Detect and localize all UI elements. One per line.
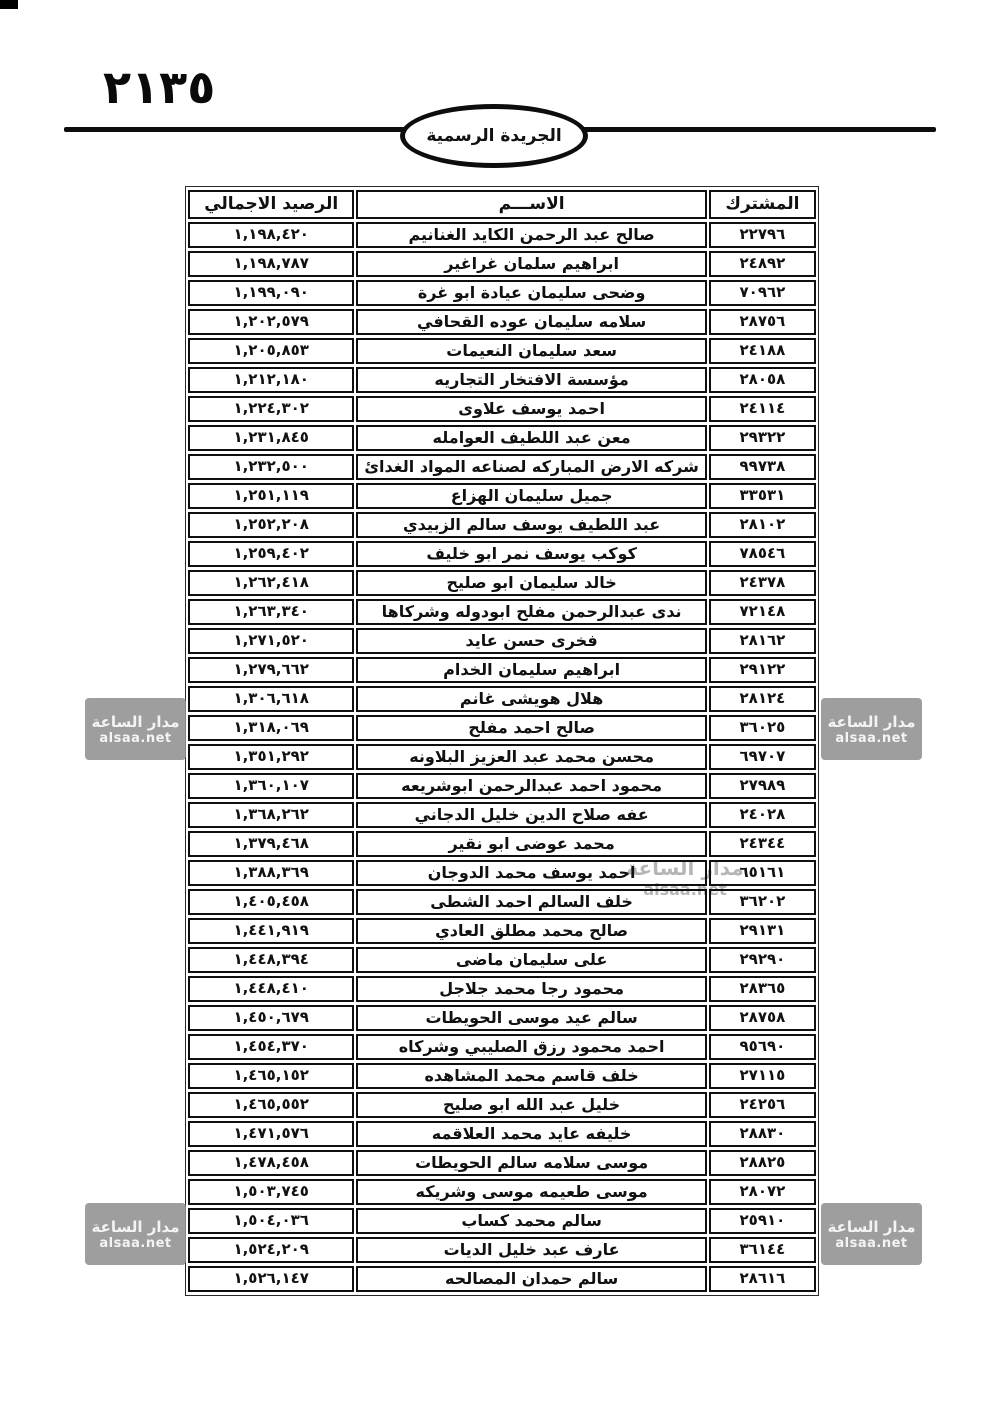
subscriber-cell: ٩٩٧٣٨: [709, 454, 816, 480]
table-row: [188, 1063, 816, 1089]
balance-cell: ١,٢٦٣,٣٤٠: [188, 599, 354, 625]
watermark-text: مدار الساعة: [827, 712, 916, 731]
subscriber-cell: ٢٤١٨٨: [709, 338, 816, 364]
balance-cell: ١,٢٧٩,٦٦٢: [188, 657, 354, 683]
table-row: [188, 1237, 816, 1263]
watermark-text: مدار الساعة: [91, 1217, 180, 1236]
balance-cell: ١,٤٦٥,١٥٢: [188, 1063, 354, 1089]
watermark-url: alsaa.net: [835, 1235, 908, 1251]
header-subscriber: المشترك: [709, 190, 816, 219]
subscriber-cell: ٢٩١٣١: [709, 918, 816, 944]
masthead-title: الجريدة الرسمية: [426, 126, 562, 146]
table-row: [188, 686, 816, 712]
name-cell: محمد عوضى ابو نقير: [356, 831, 706, 857]
name-cell: محمود احمد عبدالرحمن ابوشريعه: [356, 773, 706, 799]
balance-cell: ١,٥٠٣,٧٤٥: [188, 1179, 354, 1205]
subscriber-cell: ٢٩١٢٢: [709, 657, 816, 683]
subscribers-table: [185, 186, 819, 1296]
table-row: [188, 773, 816, 799]
name-cell: احمد محمود رزق الصليبي وشركاه: [356, 1034, 706, 1060]
name-cell: محمود رجا محمد جلاجل: [356, 976, 706, 1002]
table-row: [188, 425, 816, 451]
subscriber-cell: ٣٦١٤٤: [709, 1237, 816, 1263]
watermark-text: مدار الساعة: [626, 855, 744, 880]
table-row: [188, 599, 816, 625]
balance-cell: ١,٤٤٨,٣٩٤: [188, 947, 354, 973]
subscriber-cell: ٢٤٠٢٨: [709, 802, 816, 828]
name-cell: خالد سليمان ابو صليح: [356, 570, 706, 596]
balance-cell: ١,٤٠٥,٤٥٨: [188, 889, 354, 915]
balance-cell: ١,٥٢٤,٢٠٩: [188, 1237, 354, 1263]
table-row: [188, 1034, 816, 1060]
table-row: [188, 396, 816, 422]
table-row: [188, 918, 816, 944]
balance-cell: ١,٢٧١,٥٢٠: [188, 628, 354, 654]
balance-cell: ١,٣٨٨,٣٦٩: [188, 860, 354, 886]
subscriber-cell: ٢٥٩١٠: [709, 1208, 816, 1234]
balance-cell: ١,٤٦٥,٥٥٢: [188, 1092, 354, 1118]
table-row: [188, 976, 816, 1002]
balance-cell: ١,٢٠٥,٨٥٣: [188, 338, 354, 364]
balance-cell: ١,٢٥٩,٤٠٢: [188, 541, 354, 567]
table-row: [188, 1121, 816, 1147]
subscriber-cell: ٢٨٧٥٨: [709, 1005, 816, 1031]
subscriber-cell: ٧٨٥٤٦: [709, 541, 816, 567]
watermark-text: مدار الساعة: [91, 712, 180, 731]
balance-cell: ١,٤٥٠,٦٧٩: [188, 1005, 354, 1031]
subscriber-cell: ٢٢٧٩٦: [709, 222, 816, 248]
subscriber-cell: ٢٧٩٨٩: [709, 773, 816, 799]
watermark-right-upper: [821, 698, 922, 760]
table-row: [188, 1266, 816, 1292]
subscriber-cell: ٢٤٣٤٤: [709, 831, 816, 857]
balance-cell: ١,١٩٨,٤٢٠: [188, 222, 354, 248]
name-cell: سعد سليمان النعيمات: [356, 338, 706, 364]
table-header-row: [188, 190, 816, 219]
balance-cell: ١,٤٥٤,٣٧٠: [188, 1034, 354, 1060]
header-balance: الرصيد الاجمالي: [188, 190, 354, 219]
table-row: [188, 483, 816, 509]
name-cell: موسى سلامه سالم الحويطات: [356, 1150, 706, 1176]
balance-cell: ١,٢٠٢,٥٧٩: [188, 309, 354, 335]
balance-cell: ١,٥٢٦,١٤٧: [188, 1266, 354, 1292]
name-cell: معن عبد اللطيف العوامله: [356, 425, 706, 451]
name-cell: خليل عبد الله ابو صليح: [356, 1092, 706, 1118]
balance-cell: ١,٤٤٨,٤١٠: [188, 976, 354, 1002]
table-row: [188, 657, 816, 683]
table-row: [188, 570, 816, 596]
name-cell: سالم عيد موسى الحويطات: [356, 1005, 706, 1031]
watermark-url: alsaa.net: [99, 1235, 172, 1251]
watermark-left-lower: [85, 1203, 186, 1265]
name-cell: هلال هويشى غانم: [356, 686, 706, 712]
subscriber-cell: ٢٨٠٧٢: [709, 1179, 816, 1205]
balance-cell: ١,٢١٢,١٨٠: [188, 367, 354, 393]
table-row: [188, 309, 816, 335]
balance-cell: ١,٥٠٤,٠٣٦: [188, 1208, 354, 1234]
name-cell: خليفه عايد محمد العلاقمه: [356, 1121, 706, 1147]
name-cell: ابراهيم سلمان غراغير: [356, 251, 706, 277]
name-cell: احمد يوسف محمد الدوجان: [356, 860, 706, 886]
scan-artifact: [0, 0, 18, 9]
table-row: [188, 889, 816, 915]
subscriber-cell: ٦٥١٦١: [709, 860, 816, 886]
masthead-oval: [400, 104, 588, 168]
balance-cell: ١,٢٥٢,٢٠٨: [188, 512, 354, 538]
table-row: [188, 1150, 816, 1176]
subscriber-cell: ٣٣٥٣١: [709, 483, 816, 509]
subscriber-cell: ٢٤١١٤: [709, 396, 816, 422]
subscriber-cell: ٣٦٢٠٢: [709, 889, 816, 915]
name-cell: مؤسسة الافتخار التجاريه: [356, 367, 706, 393]
subscriber-cell: ٢٨١٦٢: [709, 628, 816, 654]
name-cell: وضحى سليمان عيادة ابو غرة: [356, 280, 706, 306]
balance-cell: ١,٢٦٢,٤١٨: [188, 570, 354, 596]
subscriber-cell: ٢٧١١٥: [709, 1063, 816, 1089]
subscriber-cell: ٢٨٦١٦: [709, 1266, 816, 1292]
name-cell: موسى طعيمه موسى وشريكه: [356, 1179, 706, 1205]
name-cell: صالح محمد مطلق العادي: [356, 918, 706, 944]
subscriber-cell: ٢٤٢٥٦: [709, 1092, 816, 1118]
table-row: [188, 947, 816, 973]
balance-cell: ١,٢٥١,١١٩: [188, 483, 354, 509]
name-cell: ندى عبدالرحمن مفلح ابودوله وشركاها: [356, 599, 706, 625]
table-row: [188, 338, 816, 364]
watermark-url: alsaa.net: [99, 730, 172, 746]
name-cell: محسن محمد عبد العزيز البلاونه: [356, 744, 706, 770]
watermark-url: alsaa.net: [835, 730, 908, 746]
subscriber-cell: ٢٨٠٥٨: [709, 367, 816, 393]
table-row: [188, 628, 816, 654]
table-row: [188, 1092, 816, 1118]
balance-cell: ١,٣٦٠,١٠٧: [188, 773, 354, 799]
name-cell: خلف قاسم محمد المشاهده: [356, 1063, 706, 1089]
subscriber-cell: ٢٤٨٩٢: [709, 251, 816, 277]
table-row: [188, 541, 816, 567]
name-cell: جميل سليمان الهزاع: [356, 483, 706, 509]
subscriber-cell: ٩٥٦٩٠: [709, 1034, 816, 1060]
name-cell: على سليمان ماضى: [356, 947, 706, 973]
page-number: ٢١٣٥: [103, 60, 216, 114]
table-row: [188, 454, 816, 480]
name-cell: صالح احمد مفلح: [356, 715, 706, 741]
watermark-url: alsaa.net: [643, 879, 727, 899]
table-row: [188, 1179, 816, 1205]
balance-cell: ١,١٩٩,٠٩٠: [188, 280, 354, 306]
name-cell: عارف عبد خليل الديات: [356, 1237, 706, 1263]
table-row: [188, 280, 816, 306]
balance-cell: ١,٤٤١,٩١٩: [188, 918, 354, 944]
name-cell: كوكب يوسف نمر ابو خليف: [356, 541, 706, 567]
balance-cell: ١,٤٧٨,٤٥٨: [188, 1150, 354, 1176]
name-cell: عبد اللطيف يوسف سالم الزبيدي: [356, 512, 706, 538]
subscriber-cell: ٢٤٣٧٨: [709, 570, 816, 596]
balance-cell: ١,٣١٨,٠٦٩: [188, 715, 354, 741]
header-name: الاســـم: [356, 190, 706, 219]
table-row: [188, 251, 816, 277]
table-row: [188, 367, 816, 393]
subscriber-cell: ٢٨٣٦٥: [709, 976, 816, 1002]
name-cell: صالح عبد الرحمن الكايد الغنانيم: [356, 222, 706, 248]
balance-cell: ١,٢٣٢,٥٠٠: [188, 454, 354, 480]
subscriber-cell: ٣٦٠٢٥: [709, 715, 816, 741]
balance-cell: ١,٣٥١,٢٩٢: [188, 744, 354, 770]
balance-cell: ١,٤٧١,٥٧٦: [188, 1121, 354, 1147]
subscriber-cell: ٢٩٣٢٢: [709, 425, 816, 451]
subscriber-cell: ٢٨٧٥٦: [709, 309, 816, 335]
name-cell: خلف السالم احمد الشطى: [356, 889, 706, 915]
name-cell: سالم حمدان المصالحه: [356, 1266, 706, 1292]
table-row: [188, 1208, 816, 1234]
subscriber-cell: ٢٨١٢٤: [709, 686, 816, 712]
balance-cell: ١,٣٠٦,٦١٨: [188, 686, 354, 712]
subscriber-cell: ٢٨٨٢٥: [709, 1150, 816, 1176]
watermark-right-lower: [821, 1203, 922, 1265]
table-row: [188, 744, 816, 770]
table-row: [188, 715, 816, 741]
watermark-text: مدار الساعة: [827, 1217, 916, 1236]
table-row: [188, 1005, 816, 1031]
subscriber-cell: ٢٩٢٩٠: [709, 947, 816, 973]
subscriber-cell: ٧٢١٤٨: [709, 599, 816, 625]
table-row: [188, 222, 816, 248]
balance-cell: ١,٣٦٨,٢٦٢: [188, 802, 354, 828]
watermark-left-upper: [85, 698, 186, 760]
name-cell: احمد يوسف علاوى: [356, 396, 706, 422]
name-cell: سلامه سليمان عوده القحافي: [356, 309, 706, 335]
balance-cell: ١,٣٧٩,٤٦٨: [188, 831, 354, 857]
balance-cell: ١,٢٣١,٨٤٥: [188, 425, 354, 451]
table-row: [188, 831, 816, 857]
subscriber-cell: ٧٠٩٦٢: [709, 280, 816, 306]
name-cell: ابراهيم سليمان الخدام: [356, 657, 706, 683]
balance-cell: ١,٢٢٤,٣٠٢: [188, 396, 354, 422]
subscriber-cell: ٦٩٧٠٧: [709, 744, 816, 770]
table-row: [188, 860, 816, 886]
table-row: [188, 802, 816, 828]
subscriber-cell: ٢٨٨٣٠: [709, 1121, 816, 1147]
balance-cell: ١,١٩٨,٧٨٧: [188, 251, 354, 277]
name-cell: فخرى حسن عايد: [356, 628, 706, 654]
name-cell: شركه الارض المباركه لصناعه المواد الغدائ: [356, 454, 706, 480]
name-cell: عفه صلاح الدين خليل الدجاني: [356, 802, 706, 828]
subscriber-cell: ٢٨١٠٢: [709, 512, 816, 538]
table-row: [188, 512, 816, 538]
name-cell: سالم محمد كساب: [356, 1208, 706, 1234]
